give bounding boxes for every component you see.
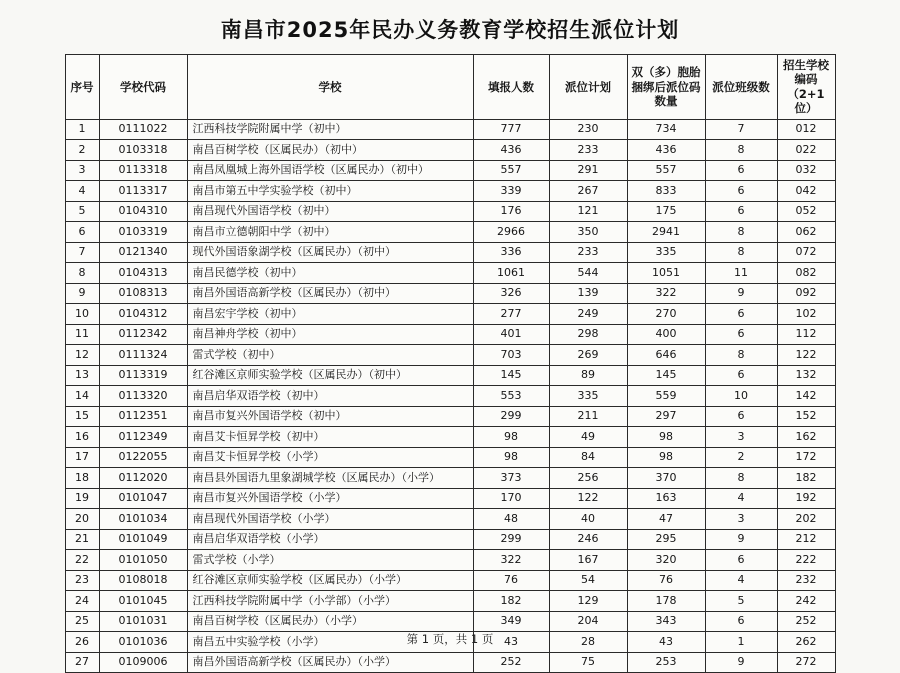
cell-plan: 139	[549, 283, 627, 304]
cell-applicants: 336	[473, 242, 549, 263]
cell-twin-bound-codes: 335	[627, 242, 705, 263]
cell-applicants: 170	[473, 488, 549, 509]
cell-school-name: 南昌县外国语九里象湖城学校（区属民办）（小学）	[187, 468, 473, 489]
table-row	[65, 345, 835, 366]
cell-enroll-code: 112	[777, 324, 835, 345]
enrollment-plan-table	[65, 54, 836, 673]
cell-school-name: 南昌启华双语学校（初中）	[187, 386, 473, 407]
header-twin-bound-codes: 双（多）胞胎捆绑后派位码数量	[627, 55, 705, 120]
header-applicants: 填报人数	[473, 55, 549, 120]
cell-applicants: 98	[473, 447, 549, 468]
cell-school-code: 0113320	[99, 386, 187, 407]
cell-school-name: 南昌民德学校（初中）	[187, 263, 473, 284]
cell-class-count: 9	[705, 652, 777, 673]
cell-applicants: 557	[473, 160, 549, 181]
cell-applicants: 373	[473, 468, 549, 489]
cell-serial: 23	[65, 570, 99, 591]
table-row	[65, 591, 835, 612]
cell-serial: 14	[65, 386, 99, 407]
cell-school-code: 0111324	[99, 345, 187, 366]
header-class-count: 派位班级数	[705, 55, 777, 120]
page-title: 南昌市2025年民办义务教育学校招生派位计划	[220, 18, 680, 42]
cell-school-code: 0101045	[99, 591, 187, 612]
cell-twin-bound-codes: 833	[627, 181, 705, 202]
cell-class-count: 8	[705, 242, 777, 263]
cell-enroll-code: 142	[777, 386, 835, 407]
cell-school-name: 南昌市复兴外国语学校（小学）	[187, 488, 473, 509]
table-row	[65, 509, 835, 530]
cell-plan: 233	[549, 242, 627, 263]
cell-serial: 12	[65, 345, 99, 366]
cell-serial: 21	[65, 529, 99, 550]
cell-serial: 3	[65, 160, 99, 181]
cell-serial: 15	[65, 406, 99, 427]
cell-enroll-code: 202	[777, 509, 835, 530]
cell-enroll-code: 192	[777, 488, 835, 509]
table-row	[65, 324, 835, 345]
cell-class-count: 3	[705, 427, 777, 448]
cell-school-code: 0122055	[99, 447, 187, 468]
cell-class-count: 3	[705, 509, 777, 530]
cell-enroll-code: 272	[777, 652, 835, 673]
cell-applicants: 299	[473, 406, 549, 427]
cell-twin-bound-codes: 178	[627, 591, 705, 612]
cell-school-code: 0121340	[99, 242, 187, 263]
cell-class-count: 4	[705, 570, 777, 591]
table-row	[65, 283, 835, 304]
cell-twin-bound-codes: 2941	[627, 222, 705, 243]
cell-school-name: 南昌凤凰城上海外国语学校（区属民办）（初中）	[187, 160, 473, 181]
cell-class-count: 4	[705, 488, 777, 509]
cell-school-code: 0104313	[99, 263, 187, 284]
cell-applicants: 252	[473, 652, 549, 673]
cell-school-name: 江西科技学院附属中学（小学部）（小学）	[187, 591, 473, 612]
cell-twin-bound-codes: 297	[627, 406, 705, 427]
cell-school-name: 南昌外国语高新学校（区属民办）（小学）	[187, 652, 473, 673]
table-row	[65, 222, 835, 243]
cell-serial: 22	[65, 550, 99, 571]
cell-class-count: 6	[705, 201, 777, 222]
cell-enroll-code: 082	[777, 263, 835, 284]
cell-plan: 298	[549, 324, 627, 345]
cell-plan: 544	[549, 263, 627, 284]
cell-twin-bound-codes: 370	[627, 468, 705, 489]
table-row	[65, 468, 835, 489]
cell-enroll-code: 062	[777, 222, 835, 243]
cell-serial: 25	[65, 611, 99, 632]
cell-plan: 54	[549, 570, 627, 591]
cell-school-name: 南昌市第五中学实验学校（初中）	[187, 181, 473, 202]
cell-serial: 27	[65, 652, 99, 673]
cell-school-code: 0112342	[99, 324, 187, 345]
cell-applicants: 339	[473, 181, 549, 202]
cell-plan: 291	[549, 160, 627, 181]
table-row	[65, 119, 835, 140]
cell-plan: 122	[549, 488, 627, 509]
cell-enroll-code: 162	[777, 427, 835, 448]
cell-enroll-code: 182	[777, 468, 835, 489]
table-row	[65, 201, 835, 222]
cell-school-name: 南昌百树学校（区属民办）（小学）	[187, 611, 473, 632]
cell-enroll-code: 032	[777, 160, 835, 181]
table-row	[65, 611, 835, 632]
cell-twin-bound-codes: 98	[627, 427, 705, 448]
cell-school-code: 0101031	[99, 611, 187, 632]
cell-applicants: 2966	[473, 222, 549, 243]
table-row	[65, 365, 835, 386]
cell-applicants: 98	[473, 427, 549, 448]
cell-twin-bound-codes: 436	[627, 140, 705, 161]
cell-serial: 24	[65, 591, 99, 612]
cell-school-code: 0113319	[99, 365, 187, 386]
cell-class-count: 6	[705, 611, 777, 632]
cell-school-name: 雷式学校（小学）	[187, 550, 473, 571]
cell-applicants: 401	[473, 324, 549, 345]
cell-plan: 121	[549, 201, 627, 222]
cell-school-name: 南昌艾卡恒昇学校（小学）	[187, 447, 473, 468]
cell-school-code: 0101050	[99, 550, 187, 571]
cell-applicants: 777	[473, 119, 549, 140]
cell-school-code: 0104310	[99, 201, 187, 222]
cell-class-count: 5	[705, 591, 777, 612]
cell-school-name: 南昌艾卡恒昇学校（初中）	[187, 427, 473, 448]
table-row	[65, 550, 835, 571]
cell-enroll-code: 262	[777, 632, 835, 653]
table-row	[65, 386, 835, 407]
cell-enroll-code: 092	[777, 283, 835, 304]
cell-serial: 2	[65, 140, 99, 161]
cell-enroll-code: 132	[777, 365, 835, 386]
cell-plan: 269	[549, 345, 627, 366]
header-school-code: 学校代码	[99, 55, 187, 120]
cell-school-code: 0111022	[99, 119, 187, 140]
cell-enroll-code: 102	[777, 304, 835, 325]
cell-school-code: 0101036	[99, 632, 187, 653]
table-row	[65, 140, 835, 161]
cell-plan: 84	[549, 447, 627, 468]
page-number: 第 1 页，共 1 页	[406, 632, 494, 646]
cell-class-count: 6	[705, 550, 777, 571]
cell-serial: 13	[65, 365, 99, 386]
cell-serial: 8	[65, 263, 99, 284]
cell-serial: 20	[65, 509, 99, 530]
cell-enroll-code: 242	[777, 591, 835, 612]
cell-twin-bound-codes: 295	[627, 529, 705, 550]
cell-enroll-code: 172	[777, 447, 835, 468]
cell-twin-bound-codes: 734	[627, 119, 705, 140]
cell-plan: 211	[549, 406, 627, 427]
cell-school-code: 0103319	[99, 222, 187, 243]
cell-serial: 5	[65, 201, 99, 222]
cell-class-count: 6	[705, 365, 777, 386]
cell-applicants: 182	[473, 591, 549, 612]
cell-applicants: 436	[473, 140, 549, 161]
cell-serial: 19	[65, 488, 99, 509]
cell-applicants: 299	[473, 529, 549, 550]
cell-applicants: 349	[473, 611, 549, 632]
cell-enroll-code: 022	[777, 140, 835, 161]
cell-school-name: 南昌现代外国语学校（初中）	[187, 201, 473, 222]
table-header-row	[65, 55, 835, 120]
cell-plan: 256	[549, 468, 627, 489]
cell-class-count: 2	[705, 447, 777, 468]
cell-serial: 7	[65, 242, 99, 263]
cell-school-name: 南昌神舟学校（初中）	[187, 324, 473, 345]
cell-school-name: 现代外国语象湖学校（区属民办）（初中）	[187, 242, 473, 263]
cell-school-code: 0104312	[99, 304, 187, 325]
cell-plan: 129	[549, 591, 627, 612]
cell-plan: 75	[549, 652, 627, 673]
cell-twin-bound-codes: 322	[627, 283, 705, 304]
cell-class-count: 6	[705, 406, 777, 427]
cell-twin-bound-codes: 400	[627, 324, 705, 345]
cell-enroll-code: 222	[777, 550, 835, 571]
cell-class-count: 6	[705, 181, 777, 202]
table-row	[65, 160, 835, 181]
cell-serial: 10	[65, 304, 99, 325]
cell-school-name: 南昌五中实验学校（小学）	[187, 632, 473, 653]
cell-applicants: 277	[473, 304, 549, 325]
cell-applicants: 43	[473, 632, 549, 653]
cell-enroll-code: 042	[777, 181, 835, 202]
cell-school-name: 南昌宏宇学校（初中）	[187, 304, 473, 325]
header-enroll-code: 招生学校编码（2+1位）	[777, 55, 835, 120]
cell-school-code: 0108018	[99, 570, 187, 591]
cell-plan: 167	[549, 550, 627, 571]
cell-school-name: 南昌现代外国语学校（小学）	[187, 509, 473, 530]
table-row	[65, 652, 835, 673]
cell-plan: 204	[549, 611, 627, 632]
cell-class-count: 6	[705, 160, 777, 181]
cell-twin-bound-codes: 557	[627, 160, 705, 181]
cell-school-code: 0103318	[99, 140, 187, 161]
cell-applicants: 145	[473, 365, 549, 386]
header-plan: 派位计划	[549, 55, 627, 120]
cell-plan: 267	[549, 181, 627, 202]
header-school-name: 学校	[187, 55, 473, 120]
cell-serial: 17	[65, 447, 99, 468]
cell-applicants: 322	[473, 550, 549, 571]
cell-enroll-code: 052	[777, 201, 835, 222]
cell-enroll-code: 252	[777, 611, 835, 632]
cell-enroll-code: 232	[777, 570, 835, 591]
cell-applicants: 326	[473, 283, 549, 304]
cell-school-name: 雷式学校（初中）	[187, 345, 473, 366]
cell-plan: 335	[549, 386, 627, 407]
cell-plan: 40	[549, 509, 627, 530]
cell-school-code: 0109006	[99, 652, 187, 673]
cell-class-count: 11	[705, 263, 777, 284]
cell-school-code: 0101034	[99, 509, 187, 530]
table-row	[65, 181, 835, 202]
cell-twin-bound-codes: 175	[627, 201, 705, 222]
cell-serial: 1	[65, 119, 99, 140]
table-row	[65, 570, 835, 591]
cell-class-count: 10	[705, 386, 777, 407]
cell-twin-bound-codes: 43	[627, 632, 705, 653]
table-row	[65, 304, 835, 325]
table-row	[65, 406, 835, 427]
header-serial: 序号	[65, 55, 99, 120]
cell-school-code: 0112349	[99, 427, 187, 448]
cell-class-count: 1	[705, 632, 777, 653]
cell-enroll-code: 152	[777, 406, 835, 427]
cell-plan: 49	[549, 427, 627, 448]
cell-serial: 18	[65, 468, 99, 489]
cell-twin-bound-codes: 270	[627, 304, 705, 325]
cell-twin-bound-codes: 98	[627, 447, 705, 468]
cell-school-name: 江西科技学院附属中学（初中）	[187, 119, 473, 140]
cell-twin-bound-codes: 253	[627, 652, 705, 673]
cell-class-count: 6	[705, 324, 777, 345]
cell-applicants: 703	[473, 345, 549, 366]
table-row	[65, 427, 835, 448]
cell-twin-bound-codes: 343	[627, 611, 705, 632]
table-row	[65, 242, 835, 263]
cell-twin-bound-codes: 76	[627, 570, 705, 591]
cell-school-code: 0113318	[99, 160, 187, 181]
cell-school-code: 0113317	[99, 181, 187, 202]
cell-school-code: 0101049	[99, 529, 187, 550]
cell-school-name: 南昌启华双语学校（小学）	[187, 529, 473, 550]
cell-serial: 26	[65, 632, 99, 653]
cell-serial: 9	[65, 283, 99, 304]
cell-plan: 28	[549, 632, 627, 653]
cell-plan: 233	[549, 140, 627, 161]
cell-enroll-code: 012	[777, 119, 835, 140]
cell-class-count: 7	[705, 119, 777, 140]
cell-school-code: 0108313	[99, 283, 187, 304]
cell-serial: 4	[65, 181, 99, 202]
cell-school-code: 0112351	[99, 406, 187, 427]
cell-school-name: 红谷滩区京师实验学校（区属民办）（初中）	[187, 365, 473, 386]
cell-twin-bound-codes: 47	[627, 509, 705, 530]
cell-serial: 11	[65, 324, 99, 345]
table-row	[65, 529, 835, 550]
cell-school-name: 南昌市立德朝阳中学（初中）	[187, 222, 473, 243]
cell-school-name: 南昌市复兴外国语学校（初中）	[187, 406, 473, 427]
cell-school-name: 红谷滩区京师实验学校（区属民办）（小学）	[187, 570, 473, 591]
cell-twin-bound-codes: 646	[627, 345, 705, 366]
cell-twin-bound-codes: 163	[627, 488, 705, 509]
cell-applicants: 553	[473, 386, 549, 407]
table-row	[65, 447, 835, 468]
cell-class-count: 9	[705, 529, 777, 550]
cell-class-count: 6	[705, 304, 777, 325]
cell-school-code: 0112020	[99, 468, 187, 489]
cell-class-count: 8	[705, 140, 777, 161]
cell-plan: 249	[549, 304, 627, 325]
cell-plan: 350	[549, 222, 627, 243]
cell-serial: 6	[65, 222, 99, 243]
table-row	[65, 263, 835, 284]
cell-applicants: 76	[473, 570, 549, 591]
cell-class-count: 8	[705, 222, 777, 243]
cell-class-count: 9	[705, 283, 777, 304]
cell-class-count: 8	[705, 468, 777, 489]
cell-twin-bound-codes: 320	[627, 550, 705, 571]
table-row	[65, 488, 835, 509]
cell-school-name: 南昌外国语高新学校（区属民办）（初中）	[187, 283, 473, 304]
cell-school-code: 0101047	[99, 488, 187, 509]
cell-plan: 246	[549, 529, 627, 550]
cell-applicants: 48	[473, 509, 549, 530]
cell-plan: 89	[549, 365, 627, 386]
cell-twin-bound-codes: 145	[627, 365, 705, 386]
cell-twin-bound-codes: 559	[627, 386, 705, 407]
cell-enroll-code: 072	[777, 242, 835, 263]
cell-applicants: 176	[473, 201, 549, 222]
table-body	[65, 119, 835, 673]
cell-serial: 16	[65, 427, 99, 448]
cell-school-name: 南昌百树学校（区属民办）（初中）	[187, 140, 473, 161]
cell-plan: 230	[549, 119, 627, 140]
cell-enroll-code: 122	[777, 345, 835, 366]
cell-applicants: 1061	[473, 263, 549, 284]
cell-class-count: 8	[705, 345, 777, 366]
cell-enroll-code: 212	[777, 529, 835, 550]
cell-twin-bound-codes: 1051	[627, 263, 705, 284]
